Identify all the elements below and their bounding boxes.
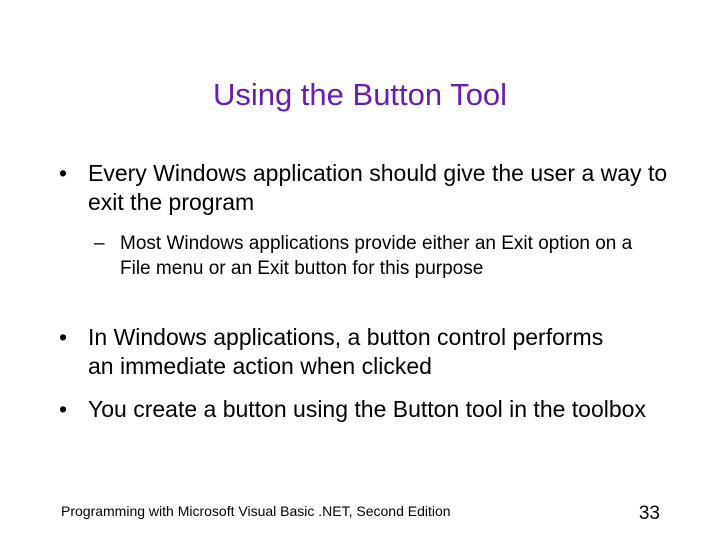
bullet-marker: • (59, 160, 68, 186)
bullet-marker: • (59, 396, 68, 422)
bullet-text: In Windows applications, a button control performs an immediate action when clicked (88, 324, 604, 379)
bullet-text: Every Windows application should give the user a way to exit the program (88, 160, 668, 215)
bullet-item (59, 159, 679, 219)
page-number: 33 (638, 503, 660, 524)
bullet-marker: • (59, 324, 68, 350)
sub-bullet-text: Most Windows applications provide either an Exit option on a File menu or an Exit button for this purpose (120, 233, 633, 279)
sub-bullet-item (94, 231, 674, 311)
bullet-item (59, 323, 679, 383)
sub-bullet-marker: – (94, 233, 105, 254)
slide-footer: Programming with Microsoft Visual Basic .NET, Second Edition (61, 503, 451, 519)
slide-title: Using the Button Tool (212, 77, 508, 112)
bullet-item (59, 395, 679, 455)
bullet-text: You create a button using the Button tool in the toolbox (88, 396, 646, 422)
